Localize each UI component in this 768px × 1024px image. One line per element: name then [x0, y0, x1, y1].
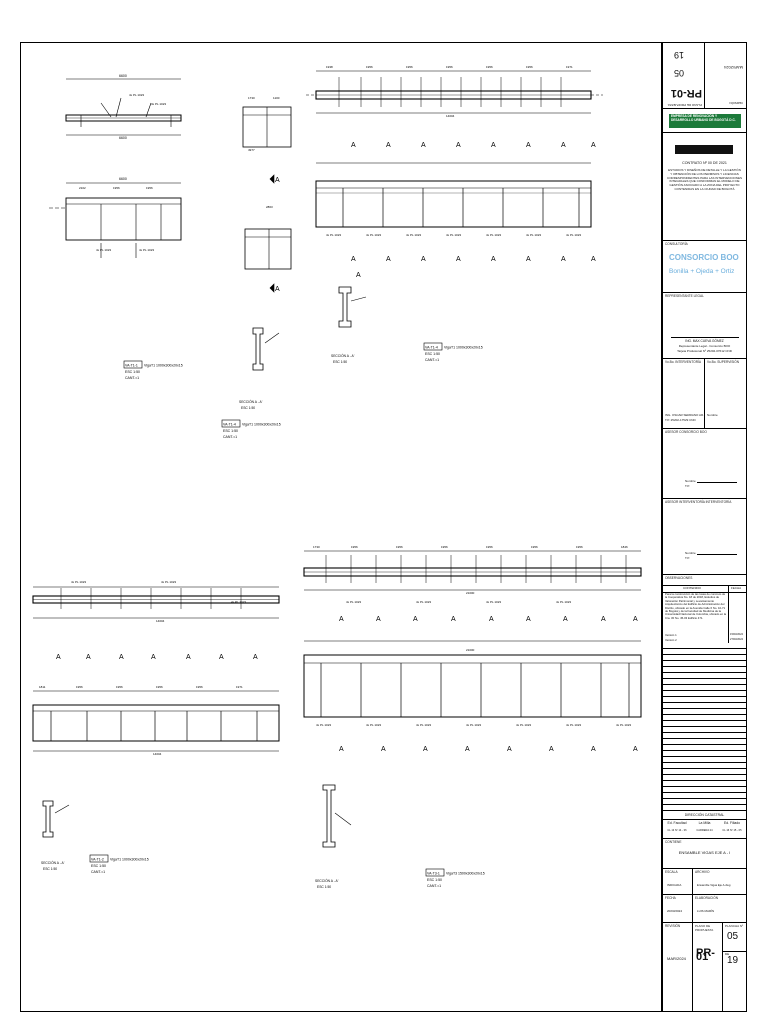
- tb-elab: LUIS MARÍN: [697, 909, 715, 913]
- detail-beam: VigaT3 1500x300x20x15: [446, 871, 485, 876]
- section-a-a-upper: [239, 328, 279, 410]
- sup-name: Nombre: [707, 413, 718, 417]
- cut-marker: A: [456, 256, 461, 263]
- tb-contract: CONTRATO Nº 00 DE 2021: [682, 161, 727, 165]
- detail-id: VA-T1-4: [223, 422, 236, 427]
- plate-callout: 4x PL 1023: [516, 723, 532, 727]
- tb-consultant-label: CONSULTORÍA: [665, 242, 688, 246]
- cut-marker: A: [465, 746, 470, 753]
- detail-id: VA-T3-1: [427, 871, 440, 876]
- tb-revision-label: REVISIÓN: [665, 924, 681, 928]
- dim-text: 1956: [486, 545, 493, 549]
- tb-plan-code: PR-01: [696, 947, 715, 963]
- tb-sheet: 19: [727, 955, 739, 966]
- tb-asesor-row: [663, 429, 746, 499]
- detail-beam: VigaT1 1000x300x20x15: [144, 363, 183, 368]
- dim-text: 6600: [119, 136, 127, 140]
- tb-obs-text: Para la construcción de las losas de concreto de la Cooperativa No. 18 de 2018, Estudios de Valoración Patrimonial y Levantamiento Arquitectónico del Edificio de Administración del Distrito, ubicado en la Avenida Calle 6 No. 10-71 de Bogotá y de la Facultad de Medicina de la Universidad Nacional de Colombia, ubicado en la Cra. 30 No. 45-03 Edificio 471.: [665, 592, 727, 620]
- title-block: [663, 43, 746, 1011]
- detail-qty: CANT.=1: [425, 358, 440, 362]
- tb-legal-label: REPRESENTANTE LEGAL: [665, 294, 704, 298]
- tb-header-rotated: [663, 43, 746, 109]
- tb-fecha2-label: FECHA: [665, 896, 676, 900]
- tb-prop-num: 05: [727, 931, 739, 942]
- dim-text: 4977: [248, 148, 255, 152]
- int-signer: ING. OSCAR SERRANO AR.: [665, 413, 705, 417]
- dim-text: 1730: [248, 96, 255, 100]
- dim-text: 1956: [76, 685, 83, 689]
- cut-marker: A: [386, 256, 391, 263]
- tb-plan-code-rot: PR-01: [670, 87, 702, 99]
- tb-int-label: Vo.Bo. INTERVENTORÍA: [665, 360, 702, 364]
- detail-id: VA-T1-4: [425, 345, 438, 350]
- plate-callout: 4x PL 1023: [526, 233, 542, 237]
- tb-fecha-label: FECHA: [731, 586, 742, 590]
- tb-project-row: [663, 133, 746, 241]
- tb-rev2: Versión 2: [665, 638, 677, 642]
- beam-va-t1-2-elevation: [33, 580, 279, 756]
- tb-contiene-row: [663, 839, 746, 869]
- legal-rep-name: ING. MAX CUEVA GÓMEZ: [685, 339, 724, 343]
- tb-rev2-date: 27/03/2024: [730, 638, 743, 641]
- section-a-a-lower-right: [315, 785, 351, 889]
- cut-marker: A: [386, 142, 391, 149]
- section-a-a-mid: [331, 287, 366, 364]
- tb-prop-num-rot: 05: [673, 68, 684, 78]
- dim-text: 14004: [446, 114, 455, 118]
- section-scale: ESC 1:50: [241, 406, 256, 410]
- owner-logo: EMPRESA DE RENOVACIÓN Y DESARROLLO URBANO DE BOGOTÁ D.C.: [669, 114, 741, 128]
- plate-callout: 4x PL 1023: [366, 233, 382, 237]
- tb-asesor-int-label: ASESOR INTERVENTORÍA INTERVENTORÍA: [665, 500, 732, 504]
- cut-marker: A: [119, 654, 124, 661]
- cut-marker: A: [591, 256, 596, 263]
- tb-escala-label: ESCALA: [665, 870, 678, 874]
- cut-marker: A: [526, 256, 531, 263]
- signature-line: [697, 554, 737, 555]
- tb-cad1b: CL 13 Nº 14 - 36: [667, 829, 687, 832]
- dim-text: 1956: [441, 545, 448, 549]
- tb-plan-prop-label-b: PLANO DE PROPUESTA: [695, 924, 714, 932]
- cut-marker: A: [563, 616, 568, 623]
- int-tp: T.P. 25202-17529 CND: [665, 418, 696, 422]
- tb-consultant-row: [663, 241, 746, 293]
- detail-scale: ESC 1:50: [427, 878, 442, 882]
- cut-marker: A: [86, 654, 91, 661]
- plate-callout: 4x PL 1023: [139, 248, 155, 252]
- dim-text: 1956: [113, 186, 120, 190]
- plate-callout: 4x PL 1023: [566, 723, 582, 727]
- dim-text: 1846: [621, 545, 628, 549]
- dim-text: 1956: [446, 65, 453, 69]
- plate-callout: 4x PL 1023: [231, 600, 247, 604]
- dim-text: 1956: [196, 685, 203, 689]
- detail-beam: VigaT1 1000x300x20x15: [444, 345, 483, 350]
- cad-drawing: [21, 43, 661, 1011]
- dim-text: 1956: [406, 65, 413, 69]
- beam-va-t1-4-elevation: [306, 65, 603, 279]
- section-label: SECCIÓN A - A': [239, 400, 263, 404]
- tb-vobo-row: [663, 359, 746, 429]
- section-label: SECCIÓN A - A': [41, 861, 65, 865]
- dim-text: 6600: [119, 177, 127, 181]
- cut-marker: A: [351, 256, 356, 263]
- drawing-area: [21, 43, 663, 1011]
- tb-bottom-row: [663, 923, 746, 1011]
- drawing-sheet: [20, 42, 747, 1012]
- dim-text: 1938: [326, 65, 333, 69]
- dim-text: 1956: [156, 685, 163, 689]
- plate-callout: 4x PL 1023: [556, 600, 572, 604]
- tb-obs-row: [663, 575, 746, 811]
- cut-marker: A: [339, 746, 344, 753]
- cut-marker: A: [351, 142, 356, 149]
- cut-marker: A: [451, 616, 456, 623]
- cut-marker: A: [339, 616, 344, 623]
- tb-fecha2: 20/03/2024: [667, 909, 683, 913]
- tb-asesor-label: ASESOR CONSORCIO BOO: [665, 430, 707, 434]
- tb-asesor-int-row: [663, 499, 746, 575]
- legal-rep-card: Tarjeta Profesional Nº 25202-07612 CND: [677, 349, 732, 353]
- section-scale: ESC 1:50: [317, 885, 332, 889]
- detail-labels-lower: [90, 855, 485, 888]
- section-scale: ESC 1:50: [43, 867, 58, 871]
- tb-archivo: Ensamble Vigas Eje A.dwg: [697, 883, 731, 887]
- detail-qty: CANT.=1: [125, 376, 140, 380]
- detail-scale: ESC 1:50: [425, 352, 440, 356]
- plate-callout: 4x PL 1023: [466, 723, 482, 727]
- plate-callout: 4x PL 1023: [346, 600, 362, 604]
- cut-marker: A: [561, 256, 566, 263]
- cut-marker: A: [491, 142, 496, 149]
- cut-marker: A: [423, 746, 428, 753]
- cut-marker: A: [526, 616, 531, 623]
- cut-marker: A: [456, 142, 461, 149]
- dim-text: 1956: [531, 545, 538, 549]
- cut-marker: A: [56, 654, 61, 661]
- dim-text: 1811: [39, 685, 46, 689]
- tb-obs-label: OBSERVACIONES: [665, 576, 693, 580]
- tb-rev1: Versión 1: [665, 633, 677, 637]
- consultant-partners: Bonilla + Ojeda + Ortiz: [669, 268, 735, 275]
- tb-archivo-label: ARCHIVO: [695, 870, 710, 874]
- plate-callout: 4x PL 1023: [446, 233, 462, 237]
- tb-plano-n-label: PLANCHA Nº: [725, 924, 744, 928]
- dim-text: 14004: [156, 619, 165, 623]
- tb-escala-row: [663, 869, 746, 895]
- tb-contiene: ENSAMBLE VIGAS EJE A - I: [678, 850, 731, 855]
- tb-de-label: DE: [725, 952, 730, 956]
- tb-contenido-label: CONTENIDO: [683, 586, 701, 590]
- tb-rev1-date: 15/03/2024: [730, 633, 743, 636]
- cut-marker: A: [507, 746, 512, 753]
- plate-callout: 4x PL 1023: [326, 233, 342, 237]
- plate-callout: 4x PL 1023: [96, 248, 112, 252]
- tb-legal-row: [663, 293, 746, 359]
- cut-marker: A: [489, 616, 494, 623]
- cut-marker: A: [376, 616, 381, 623]
- tb-cad1: Ed. Facultad: [667, 821, 687, 825]
- asesor-tp: T.P.: [685, 484, 690, 488]
- cut-marker: A: [561, 142, 566, 149]
- tb-owner-row: [663, 109, 746, 133]
- detail-beam: VigaT1 1000x300x20x15: [242, 422, 281, 427]
- tb-version-date: MAR/2024: [724, 65, 743, 70]
- cut-marker: A: [275, 177, 280, 184]
- consultant-logo: CONSORCIO BOO: [669, 253, 739, 262]
- dim-text: 1971: [236, 685, 243, 689]
- tb-escala: INDICADA: [667, 883, 682, 887]
- plate-callout: 4x PL 1023: [406, 233, 422, 237]
- tb-cadastral-label: DIRECCIÓN CATASTRAL: [684, 813, 725, 817]
- cut-marker: A: [491, 256, 496, 263]
- cut-marker: A: [151, 654, 156, 661]
- dim-text: 6600: [119, 74, 127, 78]
- dim-text: 1956: [351, 545, 358, 549]
- dim-text: 1956: [146, 186, 153, 190]
- tb-version-label: VERSIÓN: [729, 101, 743, 105]
- cut-marker: A: [421, 256, 426, 263]
- cut-marker: A: [381, 746, 386, 753]
- detail-qty: CANT.=1: [427, 884, 442, 888]
- plate-callout: 4x PL 1023: [486, 233, 502, 237]
- dim-text: 21000: [466, 591, 475, 595]
- tb-description: ESTUDIOS Y DISEÑOS DE DETALLE Y LA GESTIÓN Y OBTENCIÓN DE LOS PERMISOS Y LICENCIAS CORRESPONDIENTES PARA LAS INTERVENCIONES INTEGRALES QUE CONFORMAN EL MODELO DE GESTIÓN ASOCIADO A LA ZONA DEL PROYECTO CONTENIDAS EN LA CIUDAD DE BOGOTÁ: [667, 168, 742, 191]
- plate-callout: 4x PL 1023: [316, 723, 332, 727]
- section-label: SECCIÓN A - A': [315, 879, 339, 883]
- asesor-nombre: Nombre: [685, 479, 696, 483]
- detail-qty: CANT.=1: [223, 435, 238, 439]
- end-view-top: [243, 96, 291, 184]
- plate-callout: 4x PL 1023: [161, 580, 177, 584]
- section-scale: ESC 1:50: [333, 360, 348, 364]
- cut-marker: A: [421, 142, 426, 149]
- detail-labels-upper: [124, 343, 483, 439]
- detail-id: VA-T1-1: [125, 363, 138, 368]
- detail-scale: ESC 1:50: [125, 370, 140, 374]
- detail-qty: CANT.=1: [91, 870, 106, 874]
- dim-text: 1956: [576, 545, 583, 549]
- tb-cadastral-row: [663, 811, 746, 839]
- tb-elab-label: ELABORACIÓN: [695, 896, 719, 900]
- plate-callout: 4x PL 1023: [416, 723, 432, 727]
- tb-plan-prop-label: PLANO DE PROPUESTA: [667, 103, 702, 107]
- tb-contiene-label: CONTIENE: [665, 840, 682, 844]
- plate-callout: 4x PL 1023: [616, 723, 632, 727]
- detail-id: VA-T1-2: [91, 857, 104, 862]
- dim-text: 2863: [266, 205, 273, 209]
- plate-callout: 4x PL 1023: [416, 600, 432, 604]
- cut-marker: A: [219, 654, 224, 661]
- dim-text: 1956: [116, 685, 123, 689]
- cut-marker: A: [601, 616, 606, 623]
- tb-revision-date: MAR/2024: [667, 956, 686, 961]
- cut-marker: A: [186, 654, 191, 661]
- dim-text: 21000: [466, 648, 475, 652]
- end-view-bottom: [245, 205, 291, 293]
- cut-marker: A: [633, 746, 638, 753]
- dim-text: 1956: [366, 65, 373, 69]
- tb-cad3b: CL 16 Nº 15 - 05: [722, 829, 742, 832]
- asesor-int-tp: T.P.: [685, 556, 690, 560]
- cut-marker: A: [253, 654, 258, 661]
- cut-marker: A: [526, 142, 531, 149]
- signature-line: [697, 482, 737, 483]
- detail-beam: VigaT1 1000x300x20x15: [110, 857, 149, 862]
- dim-text: 1956: [486, 65, 493, 69]
- tb-cad3: Ed. Filiado: [723, 821, 741, 825]
- tb-sheet-rot: 19: [673, 50, 684, 60]
- detail-scale: ESC 1:50: [223, 429, 238, 433]
- plate-callout: 4x PL 1023: [129, 93, 145, 97]
- plate-callout: 4x PL 1023: [366, 723, 382, 727]
- dim-text: 1100: [273, 96, 280, 100]
- dim-text: 1956: [526, 65, 533, 69]
- plate-callout: 4x PL 1023: [71, 580, 87, 584]
- cut-marker: A: [413, 616, 418, 623]
- signature-line: [671, 337, 739, 338]
- dim-text: 1730: [313, 545, 320, 549]
- cut-marker: A: [591, 746, 596, 753]
- tb-cad2b: CARRERA 24: [696, 829, 713, 832]
- cut-marker: A: [633, 616, 638, 623]
- asesor-int-nombre: Nombre: [685, 551, 696, 555]
- plate-callout: 4x PL 1023: [486, 600, 502, 604]
- cut-marker: A: [591, 142, 596, 149]
- section-a-a-lower-left: [41, 801, 69, 871]
- tb-sup-label: Vo.Bo. SUPERVISIÓN: [707, 360, 740, 364]
- tb-cad2: La Milla: [698, 821, 711, 825]
- beam-va-t3-1-elevation: [304, 545, 641, 753]
- plate-callout: 4x PL 1023: [566, 233, 582, 237]
- project-title-bar: [675, 145, 733, 154]
- legal-rep-role: Representante Legal - Consorcio BOO: [678, 344, 731, 348]
- dim-text: 1956: [396, 545, 403, 549]
- detail-scale: ESC 1:50: [91, 864, 106, 868]
- cut-marker: A: [275, 286, 280, 293]
- cut-marker: A: [549, 746, 554, 753]
- dim-text: 14004: [153, 752, 162, 756]
- dim-text: 2102: [79, 186, 86, 190]
- detail-va-t1-1-views: [49, 74, 181, 258]
- section-label: SECCIÓN A - A': [331, 354, 355, 358]
- dim-text: 1971: [566, 65, 573, 69]
- plate-callout: 4x PL 1023: [151, 102, 167, 106]
- tb-fecha-row: [663, 895, 746, 923]
- cut-marker: A: [356, 272, 361, 279]
